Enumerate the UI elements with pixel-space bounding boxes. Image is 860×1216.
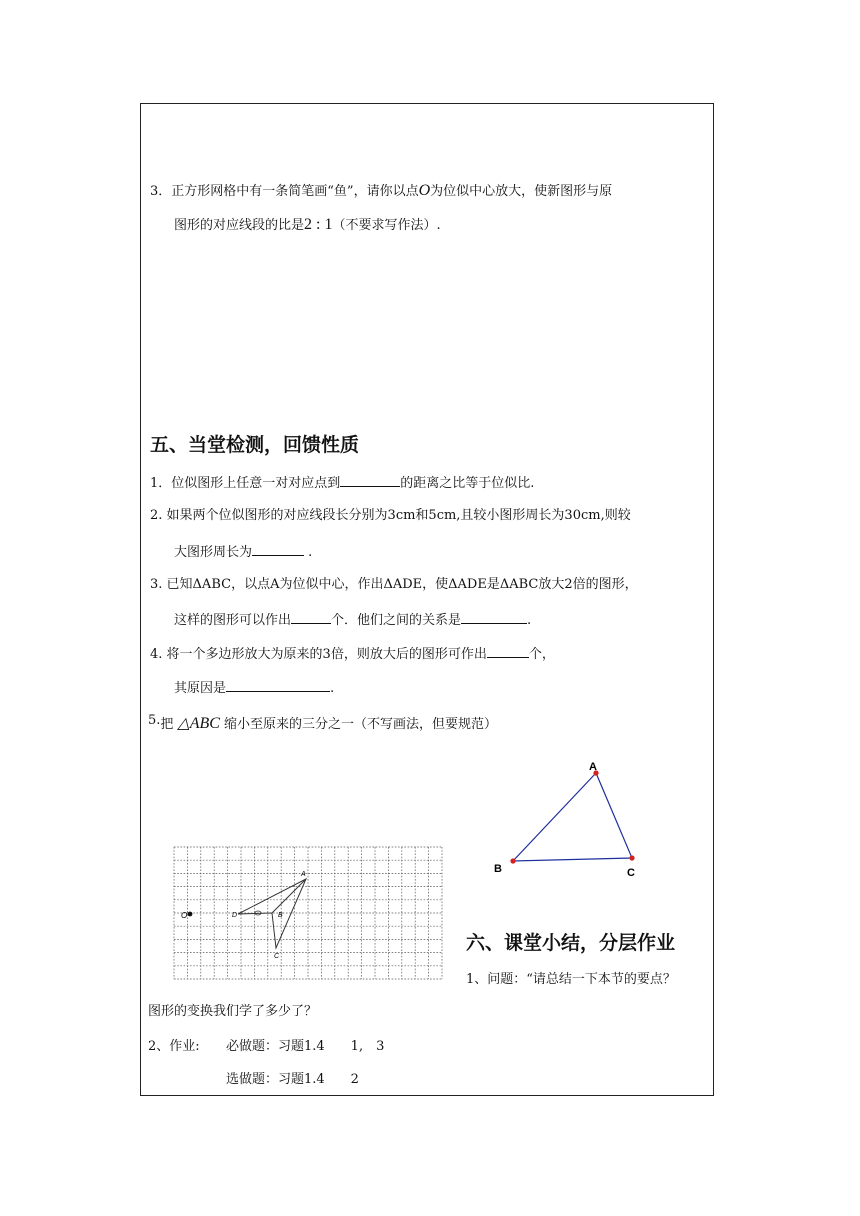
vertex-b (510, 858, 515, 863)
answer-blank[interactable] (291, 609, 331, 624)
answer-blank[interactable] (461, 609, 527, 624)
q3-line1: 3．正方形网格中有一条简笔画“鱼”，请你以点O为位似中心放大，使新图形与原 (150, 182, 613, 199)
label-c: C (627, 867, 635, 879)
grid-label-c: C (274, 953, 280, 960)
grid-label-d: D (232, 912, 238, 919)
s6-q1-line1: 1、问题：“请总结一下本节的要点？ (466, 972, 676, 987)
point-o: O (418, 182, 431, 199)
triangle-abc-figure (488, 758, 658, 883)
grid-lines (174, 847, 442, 979)
grid-label-b: B (278, 912, 283, 919)
answer-blank[interactable] (340, 472, 400, 487)
q3-line2: 图形的对应线段的比是2 : 1（不要求写作法）. (174, 216, 441, 233)
answer-blank[interactable] (226, 677, 330, 692)
grid-figure (172, 845, 444, 981)
section6-heading: 六、课堂小结，分层作业 (466, 932, 676, 954)
s5-item-3-line1: 3. 已知ΔABC，以点A为位似中心，作出ΔADE，使ΔADE是ΔABC放大2倍的图形， (150, 577, 638, 592)
point-o-dot (188, 912, 193, 917)
s5-item-3-line2: 这样的图形可以作出 个．他们之间的关系是 . (174, 609, 531, 631)
answer-blank[interactable] (252, 541, 304, 556)
s6-homework-label: 2、作业: (148, 1039, 200, 1054)
s5-item-4-line1: 4. 将一个多边形放大为原来的3倍，则放大后的图形可作出 个， (150, 643, 555, 665)
ratio: 2 : 1 (304, 216, 333, 233)
s5-q5: 5.把 △ABC 缩小至原来的三分之一（不写画法，但要规范） (148, 713, 497, 732)
s6-q1-line2: 图形的变换我们学了多少了？ (148, 1004, 318, 1019)
section5-heading: 五、当堂检测，回馈性质 (150, 434, 360, 456)
s5-item-2-line2: 大图形周长为 . (174, 541, 312, 563)
s6-homework-required: 必做题：习题1.4 1, 3 (226, 1039, 385, 1054)
answer-blank[interactable] (487, 643, 529, 658)
s6-homework-optional: 选做题：习题1.4 2 (226, 1072, 359, 1087)
label-b: B (494, 863, 502, 875)
triangle-abc-symbol: △ABC (177, 715, 220, 732)
fish-sketch (238, 879, 306, 948)
grid-label-a: A (301, 871, 306, 878)
vertex-c (629, 855, 634, 860)
s5-item-2-line1: 2. 如果两个位似图形的对应线段长分别为3cm和5cm,且较小图形周长为30cm,则较 (150, 508, 631, 523)
triangle-edges (513, 773, 632, 861)
s5-item-1: 1．位似图形上任意一对对应点到 的距离之比等于位似比. (150, 472, 534, 494)
label-a: A (589, 761, 597, 773)
s5-item-4-line2: 其原因是 . (174, 677, 334, 699)
grid-label-o: O (181, 911, 188, 920)
